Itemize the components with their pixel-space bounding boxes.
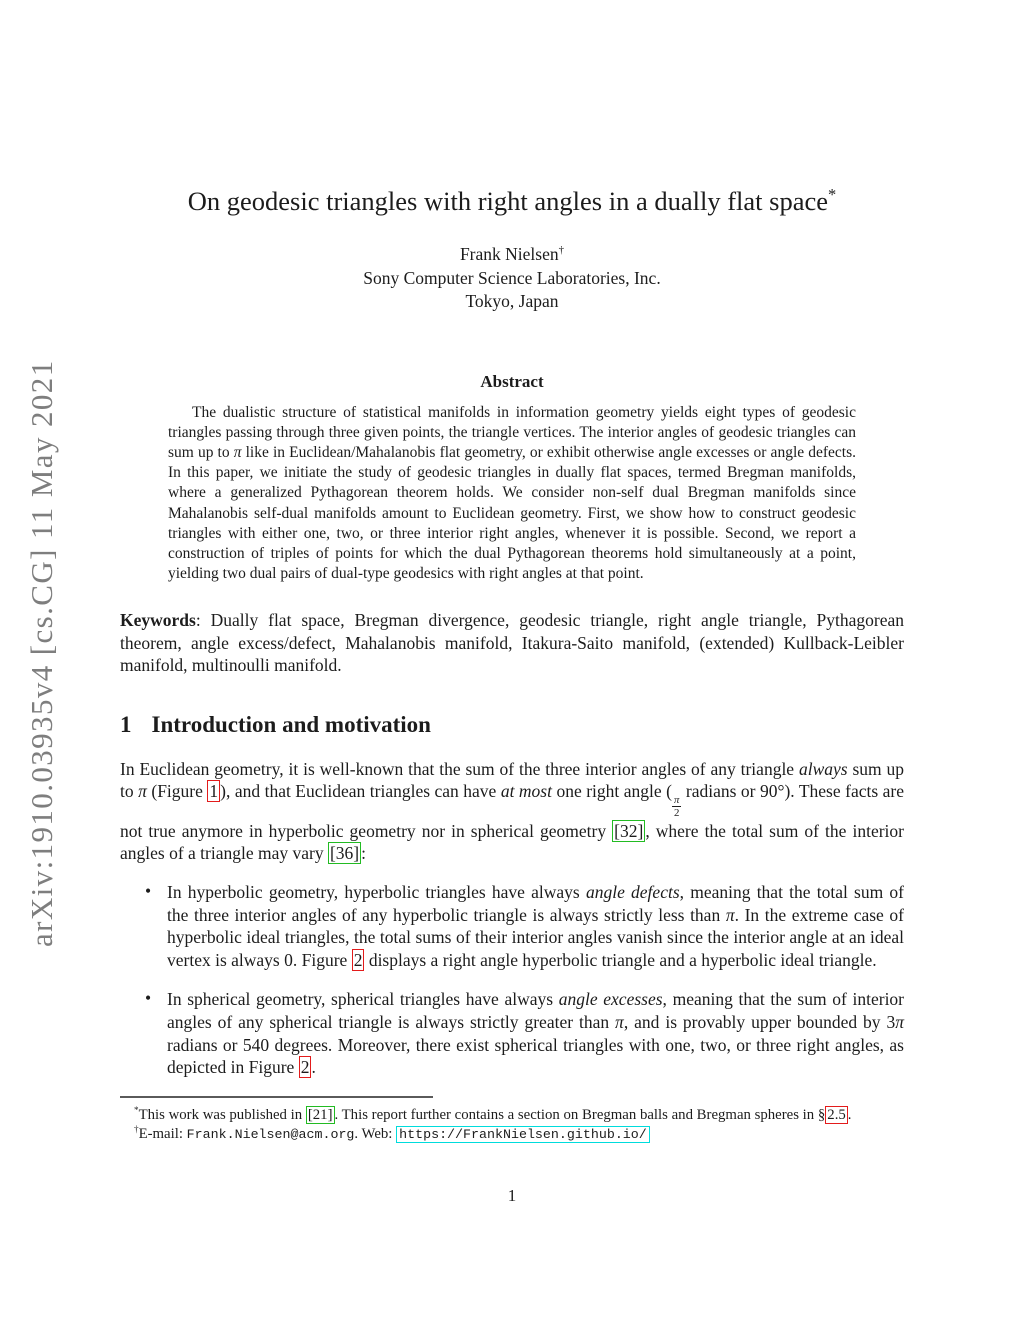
author-affiliation: Sony Computer Science Laboratories, Inc. — [363, 267, 661, 288]
thanks-mark: * — [134, 1104, 139, 1115]
fraction-pi-over-2: $\frac{\pi}{2}$ — [673, 793, 680, 820]
pi-symbol: π — [233, 443, 242, 461]
pi-symbol: π — [725, 904, 735, 925]
pi-symbol: π — [615, 1011, 624, 1032]
text-segment: radians or 90°). These facts are not true anymore in hyperbolic geometry nor in spherical geometry — [120, 781, 905, 841]
text-segment: : — [361, 843, 367, 864]
text-segment: , meaning that the sum of interior angles of any spherical triangle is always strictly greater than — [167, 989, 905, 1032]
text-segment: In Euclidean geometry, it is well-known that the sum of the three interior angles of any triangle — [120, 758, 799, 779]
paper-title — [120, 0, 904, 218]
section-number: 1 — [120, 711, 132, 737]
text-segment: (Figure — [146, 781, 208, 802]
author-block — [120, 243, 904, 314]
citation-21-link[interactable]: [21] — [307, 1106, 333, 1123]
i-segment: angle excesses — [558, 989, 663, 1010]
text-segment: In spherical geometry, spherical triangles have always — [167, 989, 559, 1010]
abstract-body — [168, 403, 856, 585]
text-segment: sum up to — [120, 758, 904, 802]
figure-2-link[interactable]: 2 — [300, 1057, 310, 1078]
text-segment: one right angle ( — [551, 781, 672, 802]
footnote-rule — [120, 1096, 433, 1098]
text-segment: . Web: — [354, 1126, 397, 1143]
figure-2-link[interactable]: 2 — [353, 949, 363, 970]
i-segment: always — [798, 758, 848, 779]
text-segment: , where the total sum of the interior angles of a triangle may vary — [120, 820, 904, 864]
footnote-contact — [120, 1125, 904, 1145]
citation-36-link[interactable]: [36] — [329, 843, 360, 864]
section-2-5-link[interactable]: 2.5 — [827, 1106, 846, 1123]
text-segment: : Dually flat space, Bregman divergence, geodesic triangle, right angle triangle, Pythagorean theorem, angle excess/defect, Mahalanobis manifold, Itakura-Saito manifold, (extended) Kullback-Leibler manifold, multinoulli manifold. — [120, 610, 904, 676]
text-segment: The dualistic structure of statistical manifolds in information geometry yields eight types of geodesic triangles passing through three given points, the triangle vertices. The interior angles of geodesic triangles can sum up to — [168, 403, 856, 461]
author-location: Tokyo, Japan — [465, 291, 559, 311]
homepage-url-link[interactable]: https://FrankNielsen.github.io/ — [396, 1126, 650, 1143]
text-segment: This work was published in — [138, 1106, 306, 1123]
page-number: 1 — [507, 1186, 517, 1205]
text-segment: ), and that Euclidean triangles can have — [220, 781, 501, 802]
citation-32-link[interactable]: [32] — [614, 820, 644, 841]
bullet-spherical-geometry — [167, 988, 904, 1078]
bullet-list — [120, 881, 904, 1079]
footnote-published — [120, 1106, 904, 1126]
email-address: Frank.Nielsen@acm.org — [186, 1127, 355, 1143]
abstract-section — [120, 372, 904, 585]
abstract-heading: Abstract — [480, 371, 544, 391]
pi-symbol: π — [138, 781, 147, 802]
i-segment: angle defects — [585, 881, 680, 902]
intro-paragraph — [120, 758, 904, 865]
paper-content — [120, 0, 904, 1145]
i-segment: at most — [500, 781, 552, 802]
footnotes-block — [120, 1106, 904, 1145]
author-name-text: Frank Nielsen — [459, 244, 559, 264]
section-heading-introduction — [120, 712, 904, 738]
text-segment: like in Euclidean/Mahalanobis flat geometry, or exhibit otherwise angle excesses or angle defects. In this paper, we initiate the study of geodesic triangles in dually flat spaces, termed Bregman manifolds, where a generalized Pythagorean theorem holds. We consider non-self dual Bregman manifolds since Mahalanobis self-dual manifolds amount to Euclidean geometry. First, we show how to construct geodesic triangles with either one, two, or three interior right angles, whenever it is possible. Second, we report a construction of triples of points for which the dual Pythagorean theorems hold simultaneously at a point, yielding two dual pairs of dual-type geodesics with right angles at that point. — [168, 443, 856, 583]
dagger-mark: † — [134, 1124, 139, 1135]
bullet-hyperbolic-geometry — [167, 881, 904, 971]
text-segment: . In the extreme case of hyperbolic ideal triangles, the total sums of their interior angles vanish since the interior angle at an ideal vertex is always 0. Figure — [167, 904, 904, 970]
author-footnote-mark: † — [558, 244, 565, 257]
section-title: Introduction and motivation — [151, 711, 431, 737]
text-segment: . — [311, 1057, 316, 1078]
text-segment: . This report further contains a section on Bregman balls and Bregman spheres in § — [334, 1106, 826, 1123]
text-segment: . — [847, 1106, 852, 1123]
text-segment: E-mail: — [138, 1126, 187, 1143]
arxiv-watermark: arXiv:1910.03935v4 [cs.CG] 11 May 2021 — [24, 359, 59, 947]
keywords-label: Keywords — [120, 610, 196, 631]
text-segment: displays a right angle hyperbolic triangle and a hyperbolic ideal triangle. — [364, 949, 877, 970]
keywords-paragraph — [120, 609, 904, 677]
title-text: On geodesic triangles with right angles in a dually flat space — [187, 186, 828, 216]
text-segment: , and is provably upper bounded by 3 — [623, 1011, 896, 1032]
title-thanks-mark: * — [828, 185, 837, 205]
text-segment: radians or 540 degrees. Moreover, there exist spherical triangles with one, two, or three right angles, as depicted in Figure — [167, 1034, 904, 1078]
pi-symbol: π — [895, 1011, 905, 1032]
text-segment: In hyperbolic geometry, hyperbolic triangles have always — [167, 881, 586, 902]
author-name — [120, 243, 904, 267]
text-segment: , meaning that the total sum of the three interior angles of any hyperbolic triangle is always strictly less than — [167, 881, 905, 925]
figure-1-link[interactable]: 1 — [209, 781, 219, 802]
